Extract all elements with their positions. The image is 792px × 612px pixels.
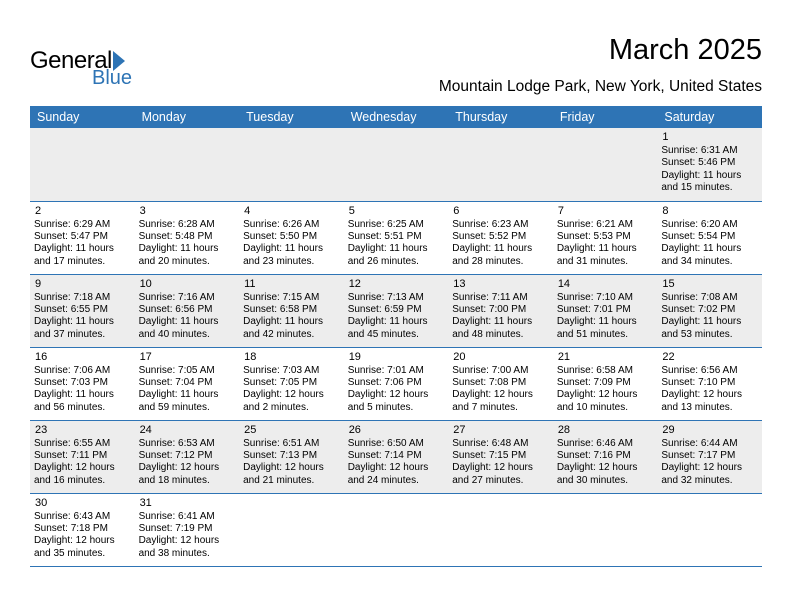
sunset-text: Sunset: 7:14 PM — [347, 449, 422, 461]
sunrise-text: Sunrise: 6:51 AM — [243, 437, 320, 449]
day-cell — [344, 274, 449, 347]
sunrise-text: Sunrise: 6:44 AM — [661, 437, 738, 449]
sunset-text: Sunset: 7:18 PM — [34, 522, 108, 534]
day-number: 19 — [348, 350, 361, 363]
week-row — [30, 493, 762, 566]
sunset-text: Sunset: 5:48 PM — [138, 230, 213, 242]
empty-cell — [553, 128, 658, 201]
daylight-text: Daylight: 11 hours and 23 minutes. — [243, 243, 323, 267]
sunset-text: Sunset: 5:46 PM — [661, 157, 736, 169]
day-number: 17 — [139, 350, 152, 363]
sunrise-text: Sunrise: 7:00 AM — [452, 364, 529, 376]
daylight-text: Daylight: 12 hours and 5 minutes. — [347, 389, 429, 413]
sunset-text: Sunset: 7:19 PM — [138, 522, 213, 534]
sunset-text: Sunset: 5:47 PM — [34, 230, 108, 242]
day-number: 23 — [35, 423, 48, 436]
day-cell — [239, 347, 344, 420]
week-row — [30, 274, 762, 347]
sunset-text: Sunset: 7:16 PM — [556, 449, 631, 461]
day-cell — [553, 420, 658, 493]
sunrise-text: Sunrise: 7:05 AM — [138, 364, 215, 376]
day-number: 9 — [35, 277, 42, 290]
sunset-text: Sunset: 7:00 PM — [452, 303, 527, 315]
calendar-head — [30, 106, 762, 128]
sunrise-text: Sunrise: 7:11 AM — [452, 291, 528, 303]
sunset-text: Sunset: 6:59 PM — [347, 303, 422, 315]
daylight-text: Daylight: 12 hours and 32 minutes. — [661, 462, 742, 486]
empty-cell — [448, 128, 553, 201]
sunset-text: Sunset: 6:56 PM — [138, 303, 213, 315]
sunrise-text: Sunrise: 6:29 AM — [34, 218, 111, 230]
daylight-text: Daylight: 11 hours and 51 minutes. — [556, 316, 637, 340]
day-number: 16 — [35, 350, 48, 363]
day-cell — [344, 201, 449, 274]
sunrise-text: Sunrise: 6:55 AM — [34, 437, 111, 449]
day-number: 7 — [557, 204, 564, 217]
sunset-text: Sunset: 7:10 PM — [661, 376, 736, 388]
calendar-page — [30, 0, 762, 567]
sunrise-text: Sunrise: 7:08 AM — [661, 291, 738, 303]
sunrise-text: Sunrise: 6:41 AM — [138, 510, 215, 522]
day-cell — [448, 201, 553, 274]
empty-cell — [239, 493, 344, 566]
day-number: 27 — [453, 423, 466, 436]
day-cell — [30, 420, 135, 493]
day-number: 11 — [244, 277, 256, 290]
sunset-text: Sunset: 5:53 PM — [556, 230, 631, 242]
day-number: 12 — [348, 277, 361, 290]
day-cell — [239, 420, 344, 493]
weekday-header-friday: Friday — [553, 106, 658, 128]
sunrise-text: Sunrise: 7:06 AM — [34, 364, 111, 376]
empty-cell — [239, 128, 344, 201]
day-cell — [30, 274, 135, 347]
general-blue-logo — [30, 48, 132, 90]
daylight-text: Daylight: 11 hours and 45 minutes. — [347, 316, 428, 340]
daylight-text: Daylight: 11 hours and 48 minutes. — [452, 316, 533, 340]
day-cell — [135, 274, 240, 347]
daylight-text: Daylight: 11 hours and 42 minutes. — [243, 316, 323, 340]
daylight-text: Daylight: 11 hours and 37 minutes. — [34, 316, 114, 340]
day-cell — [553, 201, 658, 274]
sunrise-text: Sunrise: 7:15 AM — [243, 291, 320, 303]
sunset-text: Sunset: 7:08 PM — [452, 376, 527, 388]
day-cell — [135, 420, 240, 493]
daylight-text: Daylight: 11 hours and 34 minutes. — [661, 243, 742, 267]
day-number: 29 — [662, 423, 675, 436]
sunset-text: Sunset: 7:13 PM — [243, 449, 318, 461]
day-cell — [30, 493, 135, 566]
sunrise-text: Sunrise: 6:50 AM — [347, 437, 424, 449]
sunrise-text: Sunrise: 6:48 AM — [452, 437, 529, 449]
weekday-header-saturday: Saturday — [657, 106, 762, 128]
day-number: 14 — [557, 277, 571, 290]
empty-cell — [553, 493, 658, 566]
day-number: 1 — [662, 131, 669, 143]
sunrise-text: Sunrise: 6:26 AM — [243, 218, 320, 230]
day-cell — [657, 420, 762, 493]
empty-cell — [344, 128, 449, 201]
day-number: 18 — [244, 350, 257, 363]
day-number: 4 — [244, 204, 251, 217]
weekday-header-row — [30, 106, 762, 128]
sunset-text: Sunset: 6:58 PM — [243, 303, 318, 315]
day-number: 20 — [453, 350, 466, 363]
sunset-text: Sunset: 7:06 PM — [347, 376, 422, 388]
sunset-text: Sunset: 5:54 PM — [661, 230, 736, 242]
sunrise-text: Sunrise: 6:56 AM — [661, 364, 738, 376]
sunset-text: Sunset: 5:50 PM — [243, 230, 318, 242]
weekday-header-tuesday: Tuesday — [239, 106, 344, 128]
day-number: 8 — [662, 204, 669, 217]
empty-cell — [448, 493, 553, 566]
daylight-text: Daylight: 12 hours and 7 minutes. — [452, 389, 533, 413]
sunset-text: Sunset: 5:52 PM — [452, 230, 527, 242]
daylight-text: Daylight: 12 hours and 30 minutes. — [556, 462, 638, 486]
day-cell — [30, 347, 135, 420]
day-number: 31 — [139, 496, 152, 509]
daylight-text: Daylight: 11 hours and 28 minutes. — [452, 243, 533, 267]
sunset-text: Sunset: 5:51 PM — [347, 230, 422, 242]
sunset-text: Sunset: 7:02 PM — [661, 303, 736, 315]
daylight-text: Daylight: 12 hours and 24 minutes. — [347, 462, 429, 486]
week-row — [30, 347, 762, 420]
sunrise-text: Sunrise: 6:20 AM — [661, 218, 738, 230]
day-cell — [344, 347, 449, 420]
sunrise-text: Sunrise: 6:21 AM — [556, 218, 633, 230]
logo-text-general: General — [30, 47, 112, 74]
daylight-text: Daylight: 12 hours and 16 minutes. — [34, 462, 115, 486]
sunset-text: Sunset: 7:03 PM — [34, 376, 108, 388]
day-cell — [239, 201, 344, 274]
sunrise-text: Sunrise: 7:18 AM — [34, 291, 111, 303]
week-row — [30, 201, 762, 274]
day-cell — [448, 274, 553, 347]
daylight-text: Daylight: 11 hours and 31 minutes. — [556, 243, 637, 267]
daylight-text: Daylight: 11 hours and 15 minutes. — [661, 169, 742, 194]
empty-cell — [344, 493, 449, 566]
sunset-text: Sunset: 7:11 PM — [34, 449, 108, 461]
daylight-text: Daylight: 11 hours and 56 minutes. — [34, 389, 114, 413]
sunrise-text: Sunrise: 7:03 AM — [243, 364, 320, 376]
day-cell — [135, 347, 240, 420]
daylight-text: Daylight: 12 hours and 10 minutes. — [556, 389, 638, 413]
day-cell — [344, 420, 449, 493]
day-cell — [657, 347, 762, 420]
day-number: 13 — [453, 277, 466, 290]
daylight-text: Daylight: 12 hours and 18 minutes. — [138, 462, 220, 486]
day-cell — [239, 274, 344, 347]
month-title: March 2025 — [608, 34, 762, 66]
week-row — [30, 128, 762, 201]
sunrise-text: Sunrise: 6:53 AM — [138, 437, 215, 449]
day-number: 22 — [662, 350, 675, 363]
sunset-text: Sunset: 7:09 PM — [556, 376, 631, 388]
day-cell — [135, 201, 240, 274]
day-number: 26 — [348, 423, 361, 436]
title-block — [439, 34, 762, 96]
logo-text-blue: Blue — [92, 67, 133, 89]
sunset-text: Sunset: 7:05 PM — [243, 376, 318, 388]
sunrise-text: Sunrise: 7:01 AM — [347, 364, 424, 376]
daylight-text: Daylight: 11 hours and 20 minutes. — [138, 243, 219, 267]
location-subtitle: Mountain Lodge Park, New York, United States — [438, 78, 762, 95]
day-number: 5 — [348, 204, 355, 217]
sunrise-text: Sunrise: 7:16 AM — [138, 291, 215, 303]
daylight-text: Daylight: 12 hours and 27 minutes. — [452, 462, 533, 486]
weekday-header-monday: Monday — [135, 106, 240, 128]
sunrise-text: Sunrise: 6:58 AM — [556, 364, 633, 376]
day-number: 2 — [35, 204, 42, 217]
daylight-text: Daylight: 11 hours and 59 minutes. — [138, 389, 219, 413]
sunset-text: Sunset: 7:15 PM — [452, 449, 527, 461]
sunset-text: Sunset: 6:55 PM — [34, 303, 108, 315]
day-cell — [135, 493, 240, 566]
day-cell — [30, 201, 135, 274]
day-cell — [657, 201, 762, 274]
day-number: 6 — [453, 204, 460, 217]
sunrise-text: Sunrise: 6:28 AM — [138, 218, 215, 230]
calendar-body — [30, 128, 762, 566]
sunrise-text: Sunrise: 7:13 AM — [347, 291, 424, 303]
sunrise-text: Sunrise: 7:10 AM — [556, 291, 633, 303]
day-cell — [657, 274, 762, 347]
day-number: 25 — [244, 423, 257, 436]
day-cell — [657, 128, 762, 201]
sunrise-text: Sunrise: 6:43 AM — [34, 510, 111, 522]
daylight-text: Daylight: 11 hours and 17 minutes. — [34, 243, 114, 267]
daylight-text: Daylight: 11 hours and 53 minutes. — [661, 316, 742, 340]
sunset-text: Sunset: 7:12 PM — [138, 449, 213, 461]
daylight-text: Daylight: 12 hours and 35 minutes. — [34, 535, 115, 559]
empty-cell — [657, 493, 762, 566]
daylight-text: Daylight: 11 hours and 26 minutes. — [347, 243, 428, 267]
sunset-text: Sunset: 7:17 PM — [661, 449, 736, 461]
day-cell — [448, 347, 553, 420]
sunrise-text: Sunrise: 6:25 AM — [347, 218, 424, 230]
sunrise-text: Sunrise: 6:23 AM — [452, 218, 529, 230]
daylight-text: Daylight: 12 hours and 38 minutes. — [138, 535, 220, 559]
daylight-text: Daylight: 12 hours and 2 minutes. — [243, 389, 324, 413]
top-bar — [30, 34, 762, 96]
day-number: 10 — [139, 277, 152, 290]
day-number: 24 — [139, 423, 152, 436]
weekday-header-sunday: Sunday — [30, 106, 135, 128]
day-cell — [448, 420, 553, 493]
daylight-text: Daylight: 11 hours and 40 minutes. — [138, 316, 219, 340]
empty-cell — [135, 128, 240, 201]
sunrise-text: Sunrise: 6:31 AM — [661, 145, 738, 156]
day-number: 30 — [35, 496, 48, 509]
calendar-table — [30, 106, 762, 567]
sunset-text: Sunset: 7:01 PM — [556, 303, 631, 315]
sunrise-text: Sunrise: 6:46 AM — [556, 437, 633, 449]
weekday-header-thursday: Thursday — [448, 106, 553, 128]
sunset-text: Sunset: 7:04 PM — [138, 376, 213, 388]
empty-cell — [30, 128, 135, 201]
weekday-header-wednesday: Wednesday — [344, 106, 449, 128]
day-cell — [553, 274, 658, 347]
day-number: 15 — [662, 277, 675, 290]
day-number: 28 — [557, 423, 571, 436]
daylight-text: Daylight: 12 hours and 21 minutes. — [243, 462, 324, 486]
week-row — [30, 420, 762, 493]
day-number: 21 — [557, 350, 571, 363]
day-cell — [553, 347, 658, 420]
day-number: 3 — [139, 204, 146, 217]
daylight-text: Daylight: 12 hours and 13 minutes. — [661, 389, 742, 413]
